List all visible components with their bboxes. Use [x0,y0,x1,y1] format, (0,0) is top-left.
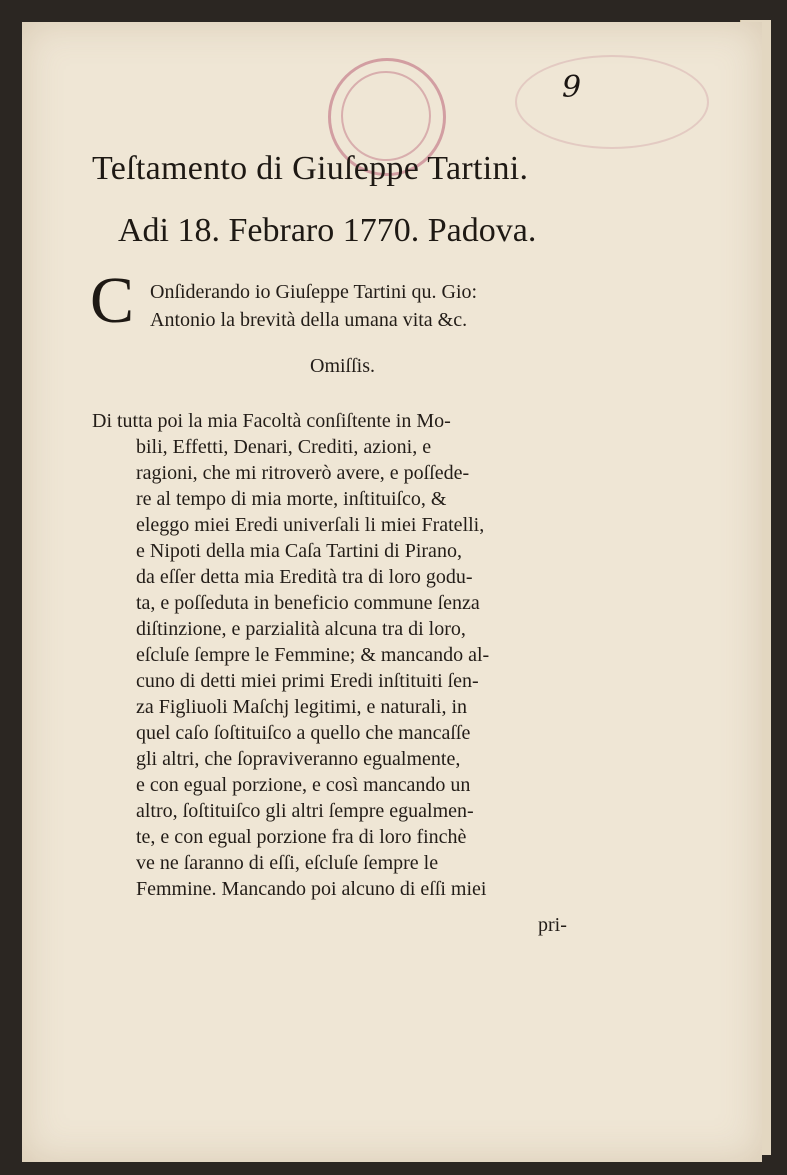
faded-stamp [515,55,709,149]
text-line: diſtinzione, e parzialità alcuna tra di loro, [136,618,466,640]
page-number: 9 [562,70,582,105]
text-line: bili, Effetti, Denari, Crediti, azioni, e [136,436,432,458]
text-line: ve ne ſaranno di eſſi, eſcluſe ſempre le [136,852,439,874]
intro-paragraph [150,278,600,334]
catchword: pri- [538,914,567,936]
text-line: eſcluſe ſempre le Femmine; & mancando al- [136,644,490,666]
text-line: eleggo miei Eredi univerſali li miei Fratelli, [136,514,485,536]
text-line: ragioni, che mi ritroverò avere, e poſſede- [136,462,470,484]
dateline: Adi 18. Febraro 1770. Padova. [118,212,537,249]
text-line: Di tutta poi la mia Facoltà conſiſtente in Mo- [92,410,451,432]
text-line: e con egual porzione, e così mancando un [136,774,471,796]
text-line: e Nipoti della mia Caſa Tartini di Pirano, [136,540,462,562]
text-line: re al tempo di mia morte, inſtituiſco, & [136,488,447,510]
omissis-heading: Omiſſis. [310,355,376,377]
text-line: za Figliuoli Maſchj legitimi, e naturali, in [136,696,468,718]
body-paragraph [92,408,612,902]
text-line: quel caſo ſoſtituiſco a quello che mancaſſe [136,722,471,744]
intro-line: Antonio la brevità della umana vita &c. [150,309,468,331]
text-line: da eſſer detta mia Eredità tra di loro godu- [136,566,473,588]
text-line: te, e con egual porzione fra di loro finchè [136,826,467,848]
text-line: ta, e poſſeduta in beneficio commune ſenza [136,592,480,614]
text-line: cuno di detti miei primi Eredi inſtituiti ſen- [136,670,479,692]
text-line: altro, ſoſtituiſco gli altri ſempre egualmen- [136,800,474,822]
document-title: Teſtamento di Giuſeppe Tartini. [92,150,529,187]
intro-line: Onſiderando io Giuſeppe Tartini qu. Gio: [150,281,478,303]
text-line: Femmine. Mancando poi alcuno di eſſi miei [136,878,487,900]
drop-cap: C [90,264,135,337]
text-line: gli altri, che ſopraviveranno egualmente, [136,748,461,770]
